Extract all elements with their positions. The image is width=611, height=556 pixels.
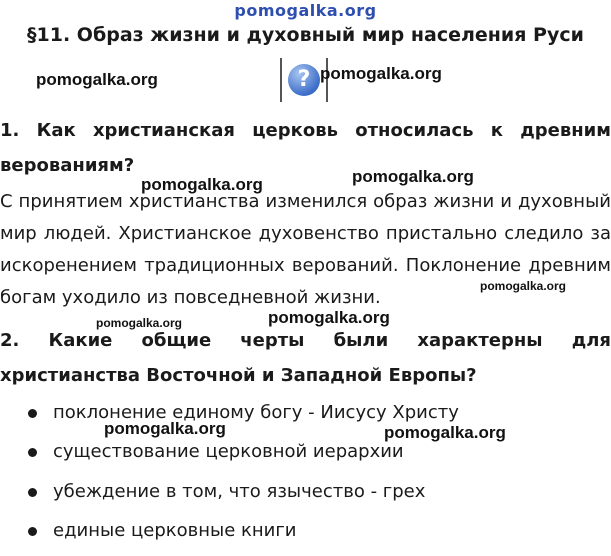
list-item: поклонение единому богу - Иисусу Христу — [28, 402, 459, 423]
bullet-icon — [28, 448, 37, 457]
list-item: существование церковной иерархии — [28, 441, 404, 462]
watermark-text: pomogalka.org — [268, 308, 390, 327]
question-2: 2. Какие общие черты были характерны для христианства Восточной и Западной Европы? — [0, 330, 611, 386]
list-item: единые церковные книги — [28, 520, 297, 541]
watermark-text: pomogalka.org — [96, 316, 183, 330]
list-item: убеждение в том, что язычество - грех — [28, 481, 425, 502]
question-mark-icon: ? — [288, 64, 320, 96]
page-title: §11. Образ жизни и духовный мир населения Руси — [27, 24, 584, 46]
watermark-text: pomogalka.org — [480, 279, 567, 293]
watermark-text: pomogalka.org — [141, 175, 263, 194]
watermark-text: pomogalka.org — [320, 64, 442, 83]
bullet-icon — [28, 488, 37, 497]
site-watermark-top: pomogalka.org — [234, 1, 377, 20]
question-1: 1. Как христианская церковь относилась к древним верованиям? — [0, 120, 611, 176]
watermark-text: pomogalka.org — [36, 70, 158, 89]
watermark-text: pomogalka.org — [352, 167, 474, 186]
answer-1: С принятием христианства изменился образ жизни и духовный мир людей. Христианское духовенство пристально следило за искоренением традиционных верований. Поклонение древним богам уходило из повседневной жизни. — [0, 191, 611, 308]
bullet-icon — [28, 409, 37, 418]
watermark-text: pomogalka.org — [384, 423, 506, 442]
watermark-text: pomogalka.org — [104, 419, 226, 438]
bullet-icon — [28, 527, 37, 536]
